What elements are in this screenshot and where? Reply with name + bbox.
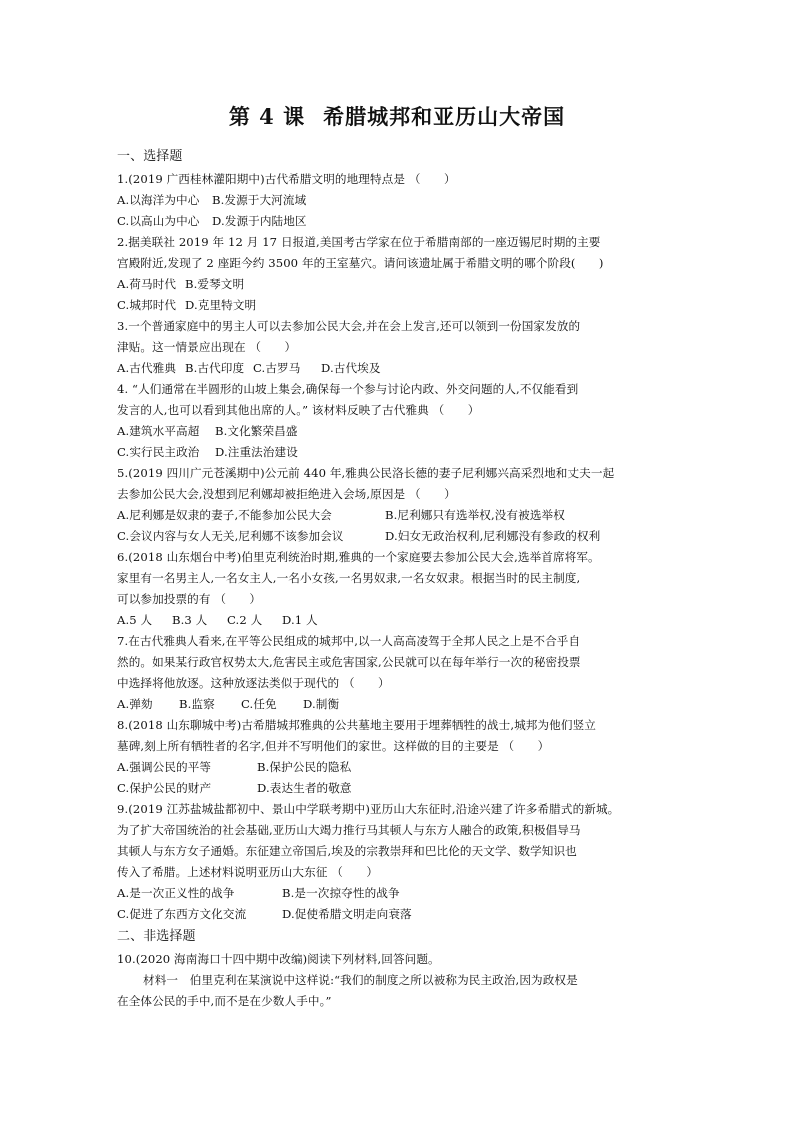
question-9-option-b: B.是一次掠夺性的战争	[282, 886, 400, 900]
question-5-stem-line2: 去参加公民大会,没想到尼利娜却被拒绝进入会场,原因是 （ ）	[117, 487, 456, 501]
question-2-option-c: C.城邦时代	[117, 298, 177, 312]
question-5-option-b: B.尼利娜只有选举权,没有被选举权	[385, 508, 565, 522]
question-4-stem-line1: 4. “人们通常在半圆形的山坡上集会,确保每一个参与讨论内政、外交问题的人,不仅能看到	[117, 382, 579, 396]
question-3-options	[117, 358, 679, 379]
question-6-option-b: B.3 人	[172, 613, 208, 627]
page-title	[0, 101, 794, 131]
question-8-option-c: C.保护公民的财产	[117, 781, 212, 795]
question-9-option-d: D.促使希腊文明走向衰落	[282, 907, 412, 921]
question-7-option-c: C.任免	[241, 697, 277, 711]
question-8-options-row1	[117, 757, 679, 778]
question-3-option-a: A.古代雅典	[117, 361, 177, 375]
question-5-option-a: A.尼利娜是奴隶的妻子,不能参加公民大会	[117, 508, 332, 522]
question-1-option-b: B.发源于大河流域	[212, 193, 307, 207]
question-4-option-b: B.文化繁荣昌盛	[215, 424, 298, 438]
question-3-option-d: D.古代埃及	[321, 361, 381, 375]
question-6-stem-line3: 可以参加投票的有 （ ）	[117, 592, 262, 606]
question-5-options-row1	[117, 505, 679, 526]
question-7-stem-line3: 中选择将他放逐。这种放逐法类似于现代的 （ ）	[117, 676, 390, 690]
question-6-options	[117, 610, 679, 631]
question-4-option-a: A.建筑水平高超	[117, 424, 200, 438]
question-5-option-d: D.妇女无政治权利,尼利娜没有参政的权利	[385, 529, 601, 543]
question-8-options-row2	[117, 778, 679, 799]
question-1-options-row2	[117, 211, 679, 232]
document-body	[117, 145, 679, 1012]
question-7-option-a: A.弹劾	[117, 697, 153, 711]
question-9-stem-line2: 为了扩大帝国统治的社会基础,亚历山大竭力推行马其顿人与东方人融合的政策,积极倡导马	[117, 823, 581, 837]
question-6-stem-line2: 家里有一名男主人,一名女主人,一名小女孩,一名男奴隶,一名女奴隶。根据当时的民主制度,	[117, 571, 581, 585]
question-10-material-1-line1: 材料一 伯里克利在某演说中这样说:“我们的制度之所以被称为民主政治,因为政权是	[143, 973, 578, 987]
question-8-option-b: B.保护公民的隐私	[257, 760, 352, 774]
question-7-option-b: B.监察	[179, 697, 215, 711]
question-2-stem-line1: 2.据美联社 2019 年 12 月 17 日报道,美国考古学家在位于希腊南部的一座迈锡尼时期的主要	[117, 235, 601, 249]
question-3-stem-line1: 3.一个普通家庭中的男主人可以去参加公民大会,并在会上发言,还可以领到一份国家发放的	[117, 319, 581, 333]
lesson-number: 第 4 课	[228, 104, 306, 129]
question-8-option-d: D.表达生者的敬意	[257, 781, 352, 795]
question-2-option-a: A.荷马时代	[117, 277, 177, 291]
question-5-stem-line1: 5.(2019 四川广元苍溪期中)公元前 440 年,雅典公民洛长德的妻子尼利娜兴高采烈地和丈夫一起	[117, 466, 615, 480]
question-4-option-c: C.实行民主政治	[117, 445, 200, 459]
question-2-options-row2	[117, 295, 679, 316]
question-6-option-d: D.1 人	[282, 613, 318, 627]
section-heading-nonchoice: 二、非选择题	[117, 929, 196, 944]
question-2-options-row1	[117, 274, 679, 295]
question-1-option-c: C.以高山为中心	[117, 214, 200, 228]
question-9-options-row2	[117, 904, 679, 925]
question-5-options-row2	[117, 526, 679, 547]
question-7-options	[117, 694, 679, 715]
question-10-stem: 10.(2020 海南海口十四中期中改编)阅读下列材料,回答问题。	[117, 952, 440, 966]
question-4-options-row2	[117, 442, 679, 463]
question-4-options-row1	[117, 421, 679, 442]
question-9-option-c: C.促进了东西方文化交流	[117, 907, 247, 921]
question-9-stem-line3: 其顿人与东方女子通婚。东征建立帝国后,埃及的宗教崇拜和巴比伦的天文学、数学知识也	[117, 844, 577, 858]
question-10-material-1-line2: 在全体公民的手中,而不是在少数人手中。”	[117, 994, 332, 1008]
question-8-stem-line1: 8.(2018 山东聊城中考)古希腊城邦雅典的公共墓地主要用于埋葬牺牲的战士,城邦为他们竖立	[117, 718, 596, 732]
question-9-option-a: A.是一次正义性的战争	[117, 886, 235, 900]
question-4-option-d: D.注重法治建设	[215, 445, 298, 459]
question-7-option-d: D.制衡	[303, 697, 340, 711]
question-8-stem-line2: 墓碑,刻上所有牺牲者的名字,但并不写明他们的家世。这样做的目的主要是 （ ）	[117, 739, 550, 753]
lesson-name: 希腊城邦和亚历山大帝国	[323, 104, 566, 129]
question-6-stem-line1: 6.(2018 山东烟台中考)伯里克利统治时期,雅典的一个家庭要去参加公民大会,选举首席将军。	[117, 550, 600, 564]
question-9-stem-line4: 传入了希腊。上述材料说明亚历山大东征 （ ）	[117, 865, 379, 879]
question-1-option-d: D.发源于内陆地区	[212, 214, 307, 228]
question-6-option-c: C.2 人	[227, 613, 263, 627]
question-2-stem-line2: 宫殿附近,发现了 2 座距今约 3500 年的王室墓穴。请问该遗址属于希腊文明的哪个阶段( )	[117, 256, 604, 270]
question-3-option-c: C.古罗马	[253, 361, 301, 375]
section-heading-choice: 一、选择题	[117, 149, 183, 164]
question-4-stem-line2: 发言的人,也可以看到其他出席的人。” 该材料反映了古代雅典 （ ）	[117, 403, 480, 417]
question-2-option-b: B.爱琴文明	[185, 277, 245, 291]
question-2-option-d: D.克里特文明	[185, 298, 257, 312]
question-9-options-row1	[117, 883, 679, 904]
question-7-stem-line1: 7.在古代雅典人看来,在平等公民组成的城邦中,以一人高高凌驾于全邦人民之上是不合乎自	[117, 634, 581, 648]
question-9-stem-line1: 9.(2019 江苏盐城盐都初中、景山中学联考期中)亚历山大东征时,沿途兴建了许多希腊式的新城。	[117, 802, 620, 816]
question-1-options-row1	[117, 190, 679, 211]
question-1-stem: 1.(2019 广西桂林灌阳期中)古代希腊文明的地理特点是 （ ）	[117, 172, 456, 186]
question-1-option-a: A.以海洋为中心	[117, 193, 200, 207]
question-3-stem-line2: 津贴。这一情景应出现在 （ ）	[117, 340, 297, 354]
question-6-option-a: A.5 人	[117, 613, 153, 627]
question-7-stem-line2: 然的。如果某行政官权势太大,危害民主或危害国家,公民就可以在每年举行一次的秘密投票	[117, 655, 581, 669]
question-3-option-b: B.古代印度	[185, 361, 245, 375]
question-8-option-a: A.强调公民的平等	[117, 760, 212, 774]
question-5-option-c: C.会议内容与女人无关,尼利娜不该参加会议	[117, 529, 344, 543]
